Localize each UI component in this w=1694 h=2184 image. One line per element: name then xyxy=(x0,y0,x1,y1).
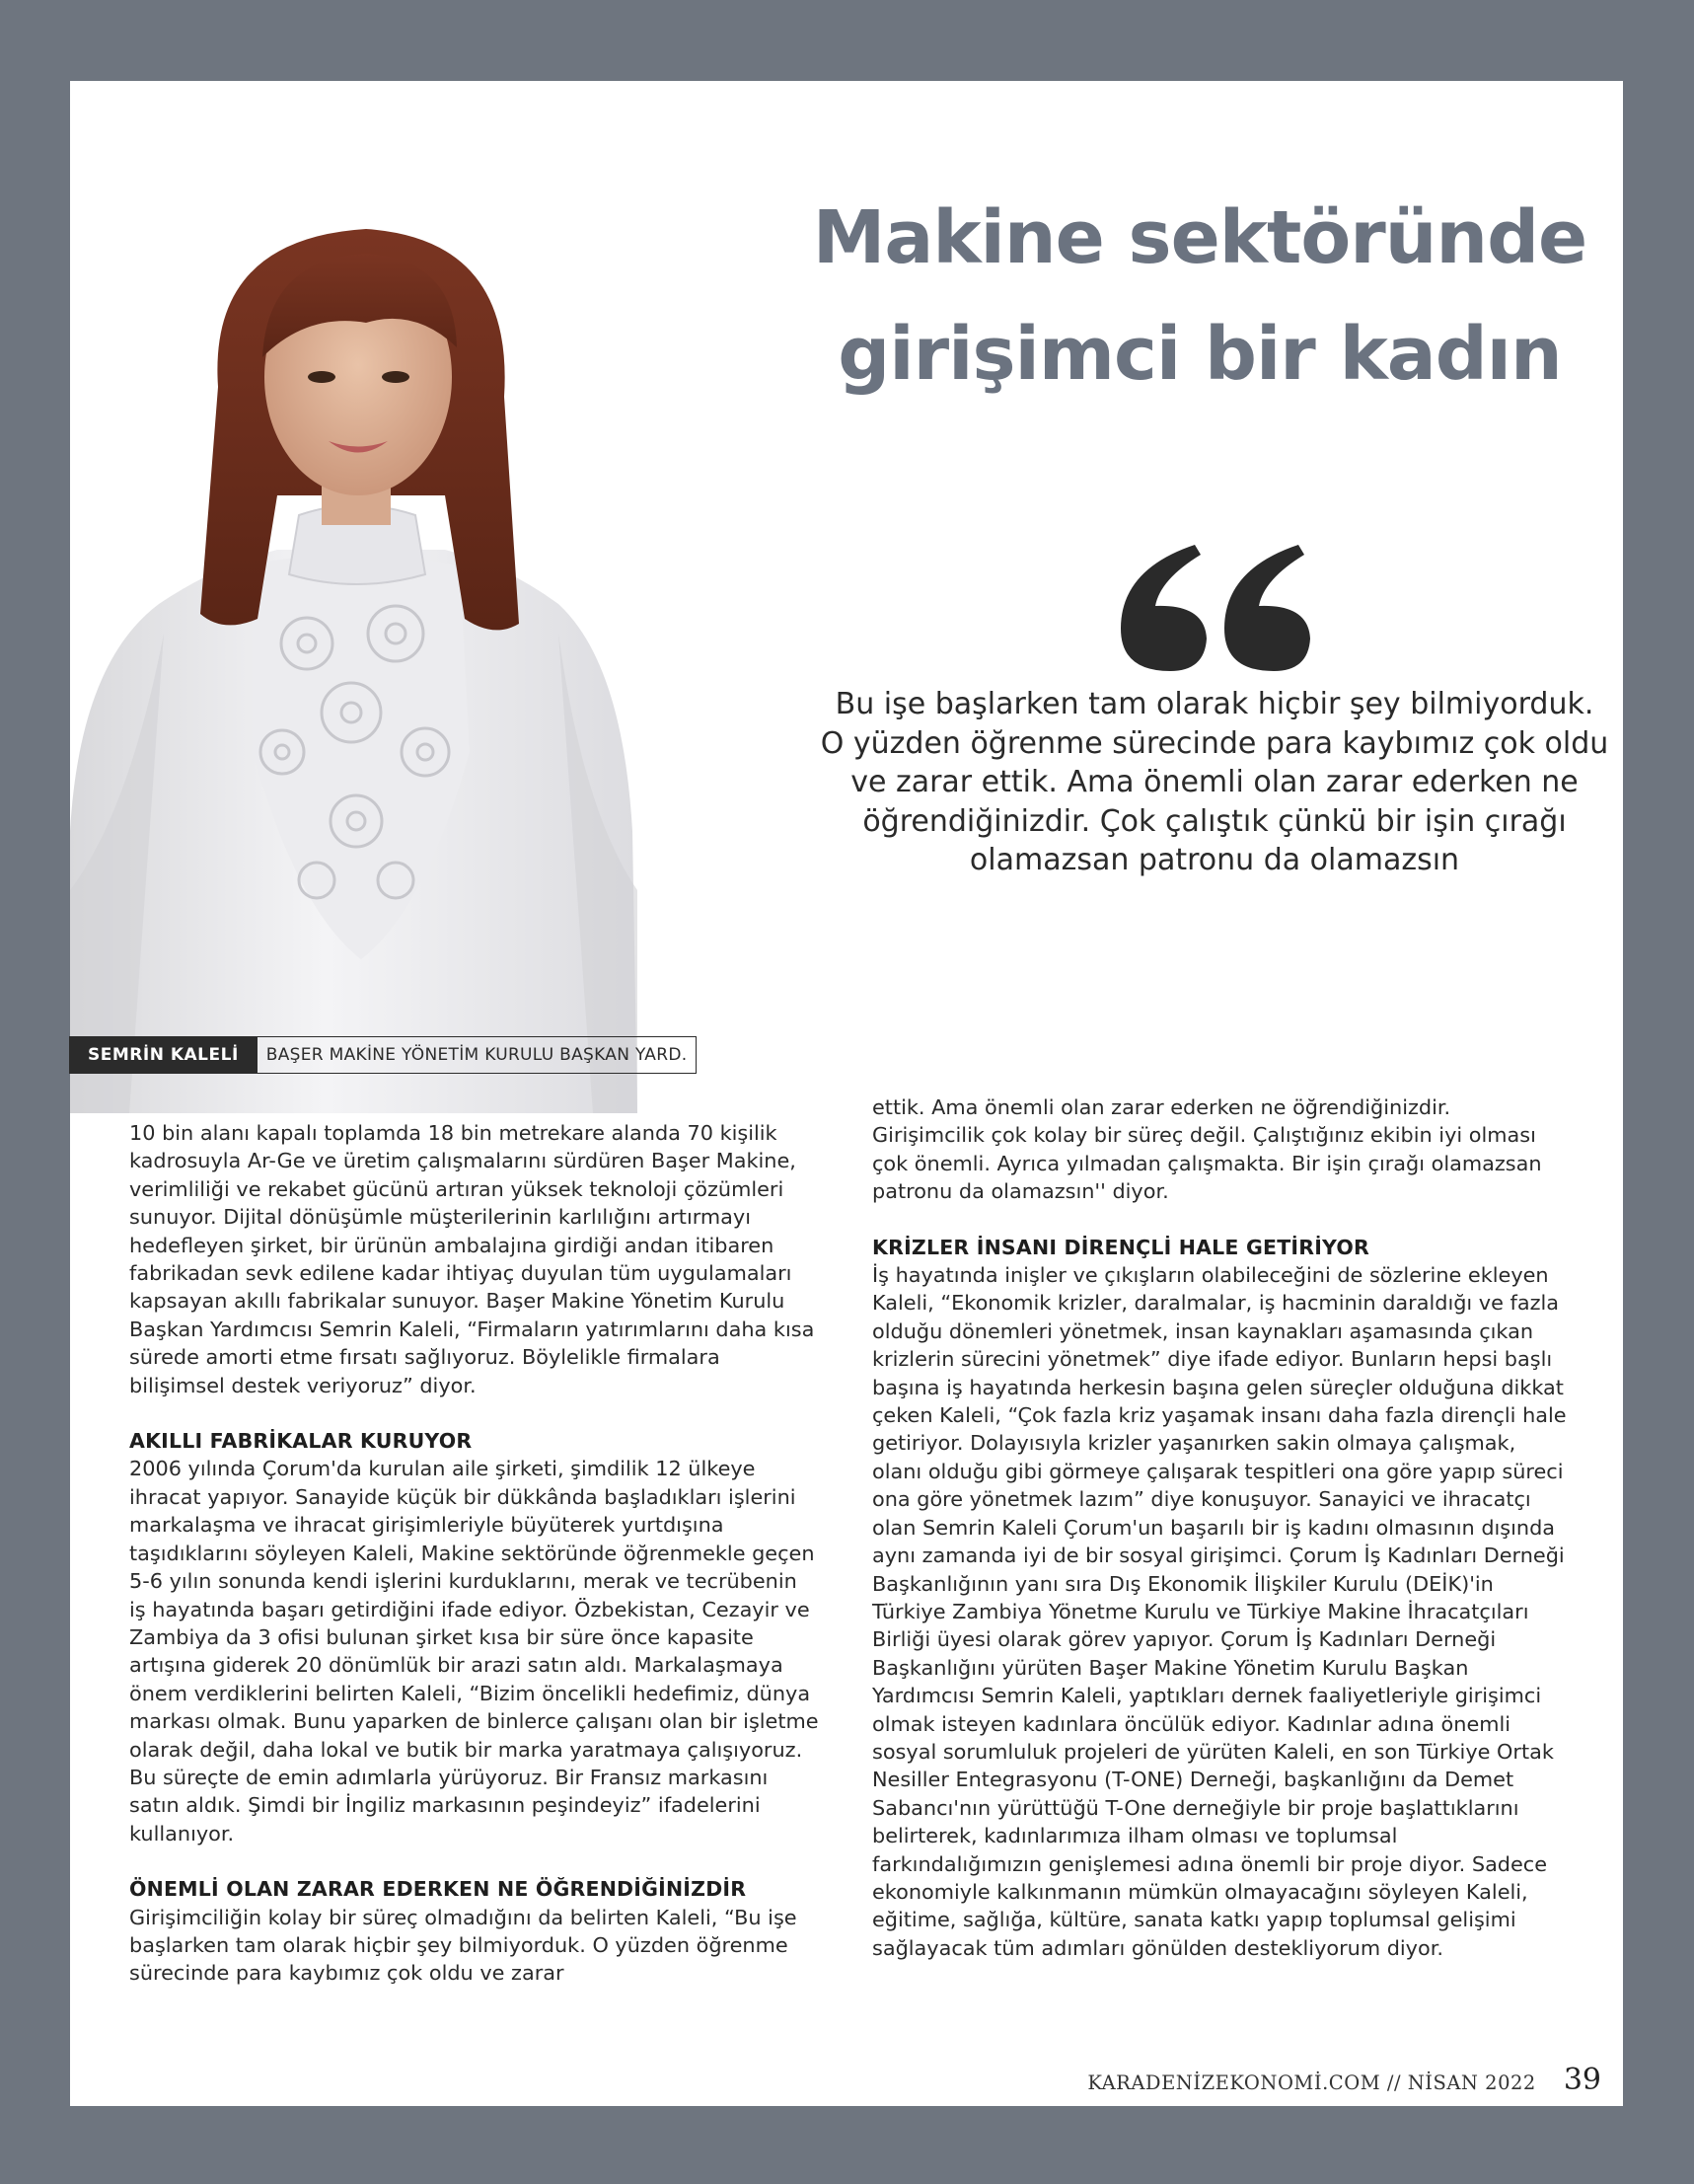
title-line-2: girişimci bir kadın xyxy=(838,312,1562,397)
page-footer xyxy=(1087,2063,1601,2097)
page-number: 39 xyxy=(1563,2063,1601,2097)
photo-caption xyxy=(69,1036,697,1074)
article-title xyxy=(741,180,1658,413)
paragraph-learning: Girişimciliğin kolay bir süreç olmadığını da belirten Kaleli, “Bu işe başlarken tam olarak hiçbir şey bilmiyorduk. O yüzden öğrenme sürecinde para kaybımız çok oldu ve zarar xyxy=(129,1905,797,1986)
quote-mark-icon xyxy=(1116,545,1313,673)
right-column xyxy=(872,1093,1568,1962)
caption-role: BAŞER MAKİNE YÖNETİM KURULU BAŞKAN YARD. xyxy=(258,1036,698,1074)
section-heading-smart-factories: AKILLI FABRİKALAR KURUYOR xyxy=(129,1429,473,1454)
paragraph-smart-factories: 2006 yılında Çorum'da kurulan aile şirketi, şimdilik 12 ülkeye ihracat yapıyor. Sanayide küçük bir dükkânda başladıkları işlerini markalaşma ve ihracat girişimleriyle büyüterek yurtdışına taşıdıklarını söyleyen Kaleli, Makine sektöründe öğrenmekle geçen 5-6 yılın sonunda kendi işlerini kurduklarını, merak ve tecrübenin iş hayatında başarı getirdiğini ifade ediyor. Özbekistan, Cezayir ve Zambiya da 3 ofisi bulunan şirket kısa bir süre önce kapasite artışına giderek 20 dönümlük bir arazi satın aldı. Markalaşmaya önem verdiklerini belirten Kaleli, “Bizim öncelikli hedefimiz, dünya markası olmak. Bunu yaparken de binlerce çalışanı olan bir işletme olarak değil, daha lokal ve butik bir marka yaratmaya çalışıyoruz. Bu süreçte de emin adımlarla yürüyoruz. Bir Fransız markasını satın aldık. Şimdi bir İngiliz markasının peşindeyiz” ifadelerini kullanıyor. xyxy=(129,1457,819,1845)
paragraph-crises: İş hayatında inişler ve çıkışların olabileceğini de sözlerine ekleyen Kaleli, “Ekonomik krizler, daralmalar, iş hacminin daraldığı ve fazla olduğu dönemleri yönetmek, insan kaynakları aşamasında çıkan krizlerin sürecini yönetmek” diye ifade ediyor. Bunların hepsi başlı başına iş hayatında herkesin başına gelen süreçler olduğuna dikkat çeken Kaleli, “Çok fazla kriz yaşamak insanı daha fazla dirençli hale getiriyor. Dolayısıyla krizler yaşanırken sakin olmaya çalışmak, olanı olduğu gibi görmeye çalışarak tespitleri ona göre yapıp süreci ona göre yönetmek lazım” diye konuşuyor. Sanayici ve ihracatçı olan Semrin Kaleli Çorum'un başarılı bir iş kadını olmasının dışında aynı zamanda iyi de bir sosyal girişimci. Çorum İş Kadınları Derneği Başkanlığının yanı sıra Dış Ekonomik İlişkiler Kurulu (DEİK)'in Türkiye Zambiya Yönetme Kurulu ve Türkiye Makine İhracatçıları Birliği üyesi olarak görev yapıyor. Çorum İş Kadınları Derneği Başkanlığını yürüten Başer Makine Yönetim Kurulu Başkan Yardımcısı Semrin Kaleli, yaptıkları dernek faaliyetleriyle girişimci olmak isteyen kadınlara öncülük ediyor. Kadınlar adına önemli sosyal sorumluluk projeleri de yürüten Kaleli, en son Türkiye Ortak Nesiller Entegrasyonu (T-ONE) Derneği, başkanlığını da Demet Sabancı'nın yürüttüğü T-One derneğiyle bir proje başlattıklarını belirterek, kadınlarımıza ilham olması ve toplumsal farkındalığımızın genişlemesi adına önemli bir proje diyor. Sadece ekonomiyle kalkınmanın mümkün olmayacağını söyleyen Kaleli, eğitime, sağlığa, kültüre, sanata katkı yapıp toplumsal gelişimi sağlayacak tüm adımları gönülden destekliyorum diyor. xyxy=(872,1263,1567,1960)
left-column xyxy=(129,1119,820,1988)
section-heading-crises: KRİZLER İNSANI DİRENÇLİ HALE GETİRİYOR xyxy=(872,1235,1369,1259)
portrait-photo xyxy=(70,199,652,1113)
caption-name: SEMRİN KALELİ xyxy=(69,1036,258,1074)
title-line-1: Makine sektöründe xyxy=(812,195,1587,280)
paragraph-continued: ettik. Ama önemli olan zarar ederken ne öğrendiğinizdir. Girişimcilik çok kolay bir süreç değil. Çalıştığınız ekibin iyi olması çok önemli. Ayrıca yılmadan çalışmakta. Bir işin çırağı olamazsan patronu da olamazsın'' diyor. xyxy=(872,1095,1542,1204)
pull-quote: Bu işe başlarken tam olarak hiçbir şey bilmiyorduk. O yüzden öğrenme sürecinde para kaybımız çok oldu ve zarar ettik. Ama önemli olan zarar ederken ne öğrendiğinizdir. Çok çalıştık çünkü bir işin çırağı olamazsan patronu da olamazsın xyxy=(820,687,1609,877)
footer-site-link[interactable]: KARADENİZEKONOMİ.COM // NİSAN 2022 xyxy=(1087,2071,1536,2094)
magazine-page xyxy=(70,81,1623,2106)
section-heading-learning: ÖNEMLİ OLAN ZARAR EDERKEN NE ÖĞRENDİĞİNİZDİR xyxy=(129,1877,747,1902)
intro-paragraph: 10 bin alanı kapalı toplamda 18 bin metrekare alanda 70 kişilik kadrosuyla Ar-Ge ve üretim çalışmalarını sürdüren Başer Makine, verimliliği ve rekabet gücünü artıran yüksek teknoloji çözümleri sunuyor. Dijital dönüşümle müşterilerinin karlılığını artırmayı hedefleyen şirket, bir ürünün ambalajına girdiği andan itibaren fabrikadan sevk edilene kadar ihtiyaç duyulan tüm uygulamaları kapsayan akıllı fabrikalar sunuyor. Başer Makine Yönetim Kurulu Başkan Yardımcısı Semrin Kaleli, “Firmaların yatırımlarını daha kısa sürede amorti etme fırsatı sağlıyoruz. Böylelikle firmalara bilişimsel destek veriyoruz” diyor. xyxy=(129,1121,815,1397)
